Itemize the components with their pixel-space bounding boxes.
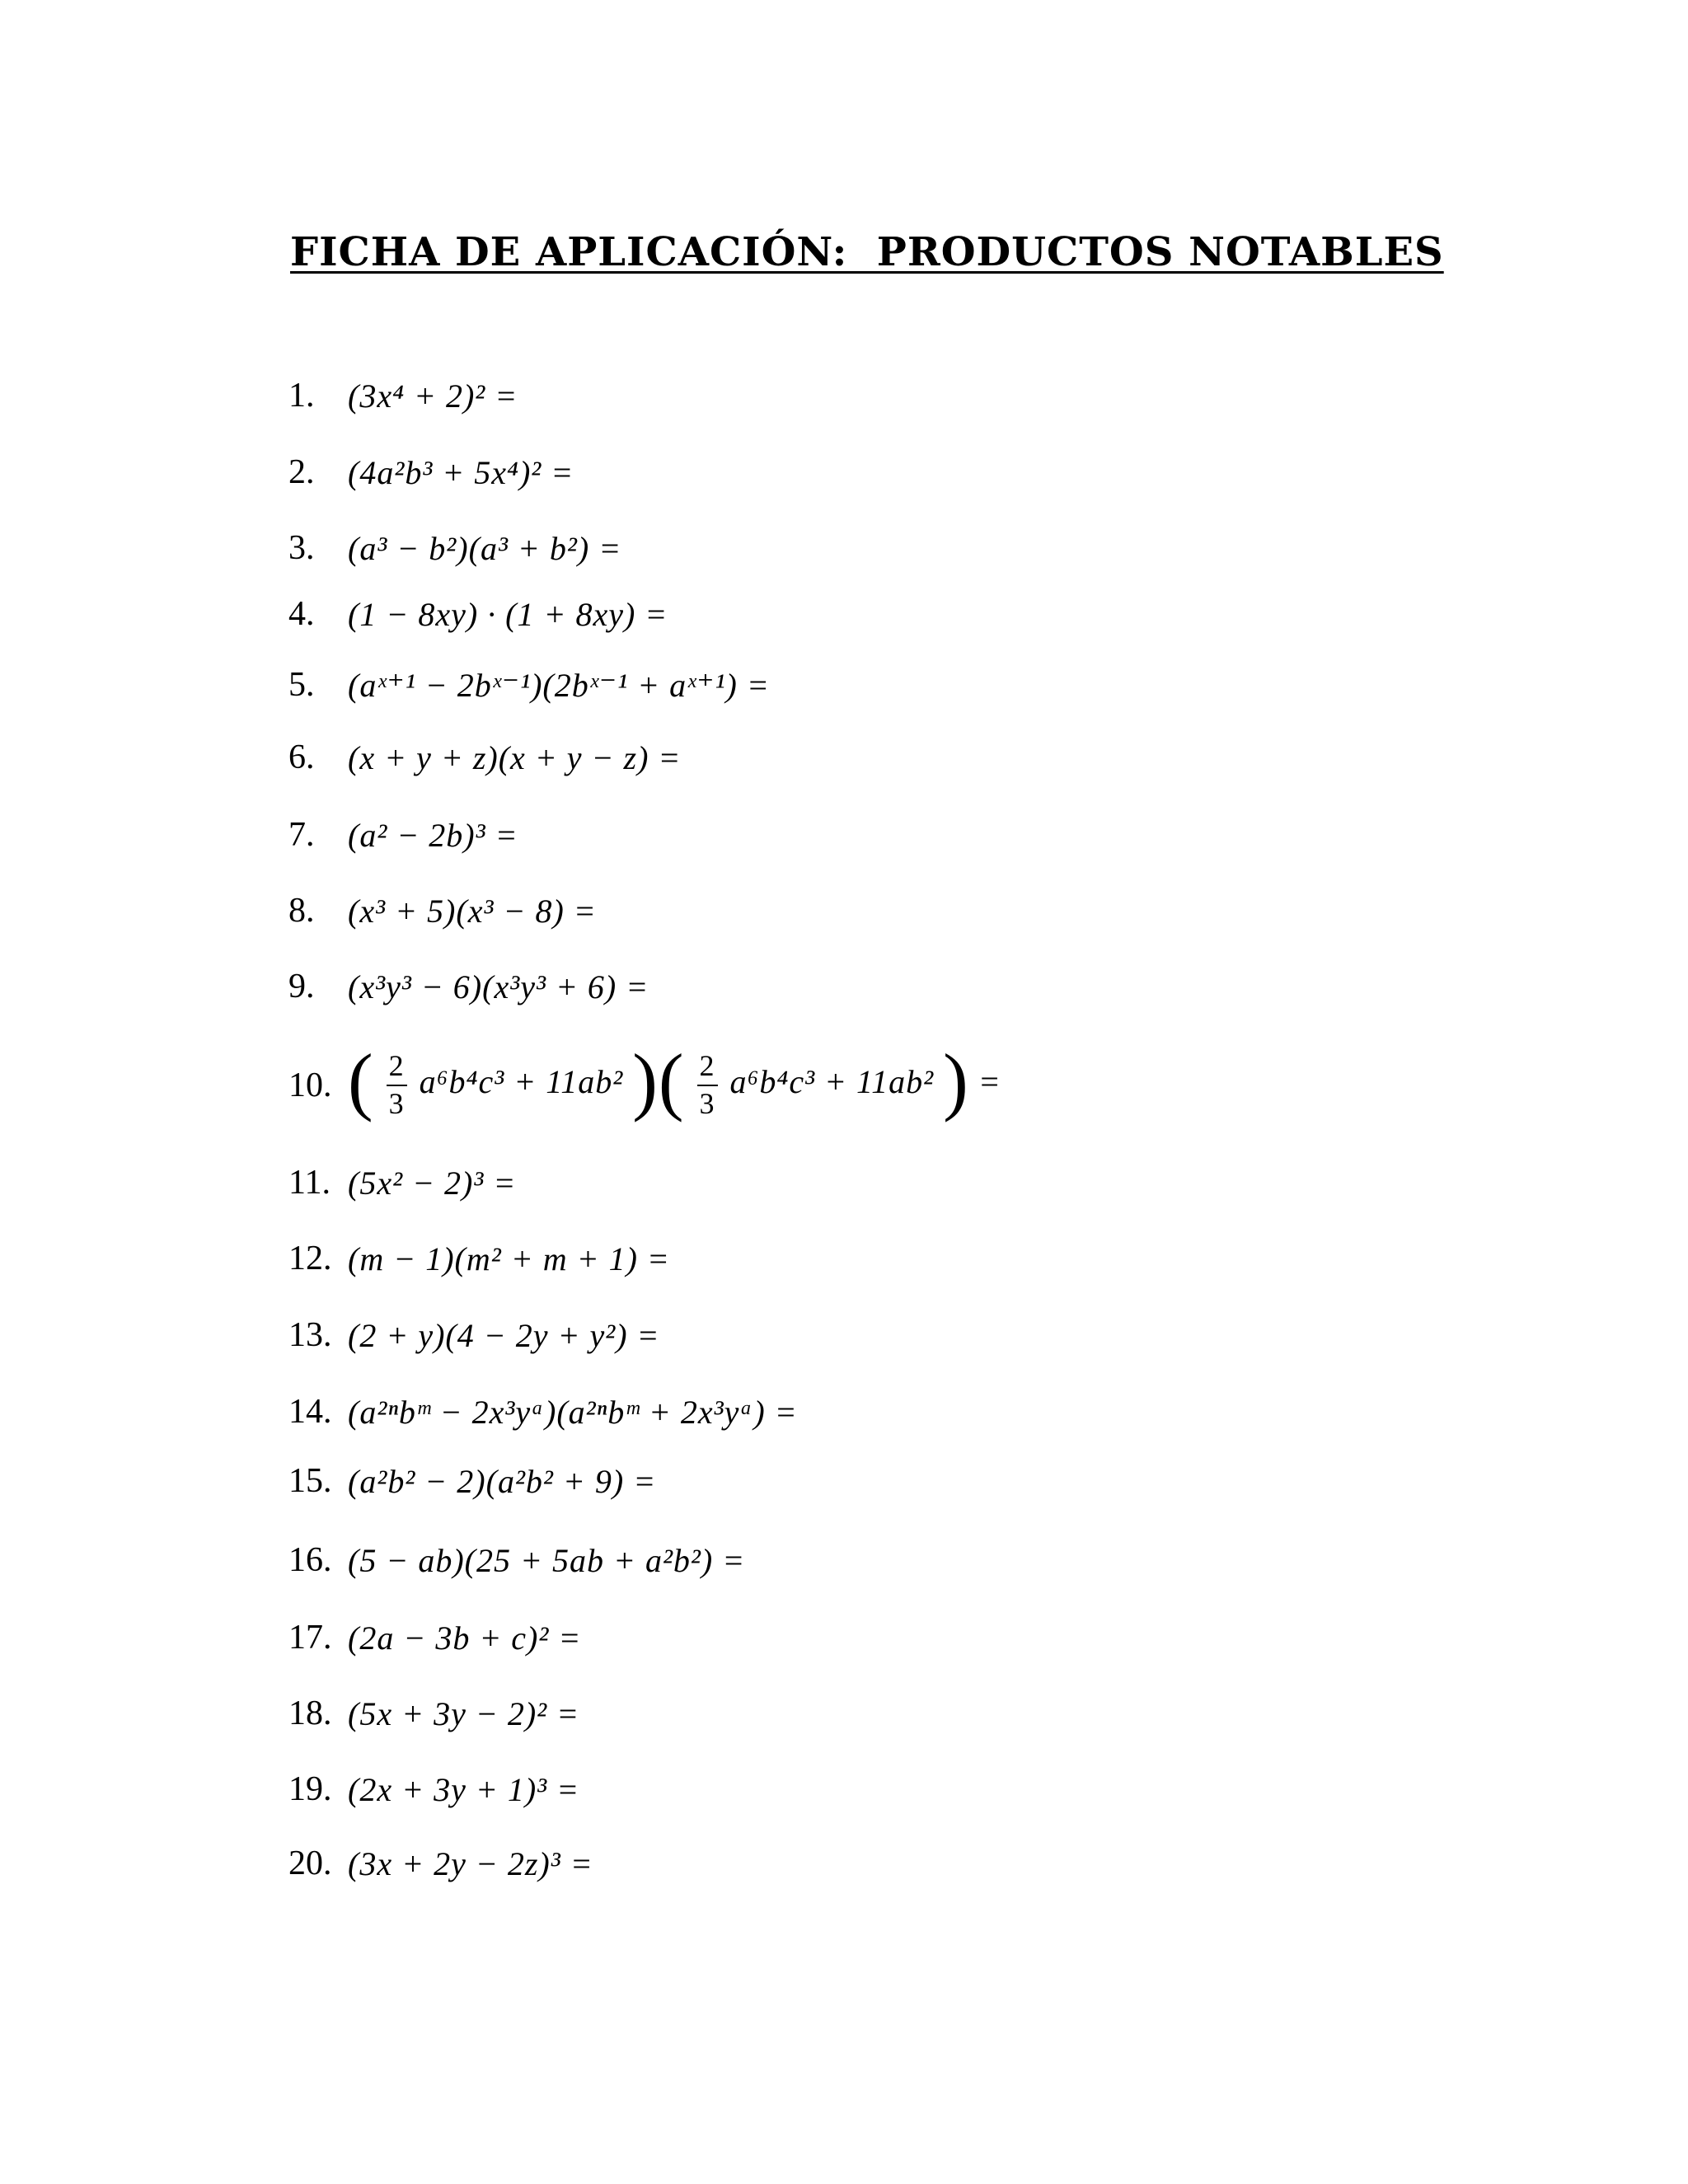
open-paren: (	[348, 1038, 374, 1123]
exercise-expression: (aˣ⁺¹ − 2bˣ⁻¹)(2bˣ⁻¹ + aˣ⁺¹) =	[348, 666, 770, 704]
fraction-numerator: 2	[699, 1049, 715, 1083]
exercise-expression: (m − 1)(m² + m + 1) =	[348, 1240, 670, 1277]
exercise-16	[288, 1523, 745, 1597]
exercise-expression: (5x² − 2)³ =	[348, 1164, 517, 1202]
exercise-number: 20.	[288, 1844, 332, 1882]
exercise-2	[288, 435, 574, 509]
middle-parens: )(	[632, 1038, 685, 1123]
fraction	[387, 1050, 407, 1120]
exercise-expression: (3x⁴ + 2)² =	[348, 377, 518, 415]
exercise-number: 18.	[288, 1694, 332, 1732]
exercise-12	[288, 1221, 670, 1296]
exercise-number: 14.	[288, 1393, 332, 1431]
exercise-expression	[348, 1038, 1001, 1123]
exercise-11	[288, 1146, 516, 1220]
exercise-number: 9.	[288, 968, 315, 1005]
exercise-expression: (x³ + 5)(x³ − 8) =	[348, 892, 597, 930]
equals-sign: =	[978, 1063, 1001, 1101]
exercise-number: 6.	[288, 738, 315, 776]
exercise-expression: (3x + 2y − 2z)³ =	[348, 1844, 593, 1882]
exercise-number: 7.	[288, 816, 315, 854]
worksheet-title: FICHA DE APLICACIÓN: PRODUCTOS NOTABLES	[290, 229, 1444, 275]
exercise-number: 1.	[288, 377, 315, 415]
exercise-number: 15.	[288, 1462, 332, 1500]
exercise-7	[288, 798, 518, 872]
exercise-9	[288, 949, 649, 1024]
exercise-1	[288, 359, 518, 433]
exercise-number: 3.	[288, 529, 315, 567]
exercise-expression: (2 + y)(4 − 2y + y²) =	[348, 1316, 660, 1354]
exercise-number: 12.	[288, 1240, 332, 1277]
exercise-3	[288, 511, 621, 585]
exercise-expression: (x + y + z)(x + y − z) =	[348, 738, 682, 776]
exercise-expression: (5 − ab)(25 + 5ab + a²b²) =	[348, 1541, 746, 1579]
fraction-denominator: 3	[697, 1085, 718, 1121]
exercise-expression: (x³y³ − 6)(x³y³ + 6) =	[348, 968, 649, 1005]
exercise-expression: (a³ − b²)(a³ + b²) =	[348, 529, 622, 567]
exercise-expression: (a²ⁿbᵐ − 2x³yᵃ)(a²ⁿbᵐ + 2x³yᵃ) =	[348, 1393, 798, 1431]
exercise-expression: (2a − 3b + c)² =	[348, 1619, 582, 1657]
term: a⁶b⁴c³ + 11ab²	[419, 1063, 624, 1101]
exercise-expression: (a²b² − 2)(a²b² + 9) =	[348, 1462, 657, 1500]
term: a⁶b⁴c³ + 11ab²	[729, 1063, 935, 1101]
exercise-4	[288, 577, 668, 651]
exercise-number: 17.	[288, 1619, 332, 1657]
exercise-14	[288, 1375, 798, 1449]
exercise-number: 13.	[288, 1316, 332, 1354]
exercise-expression: (a² − 2b)³ =	[348, 816, 518, 854]
exercise-expression: (4a²b³ + 5x⁴)² =	[348, 453, 574, 491]
exercise-number: 19.	[288, 1770, 332, 1808]
exercise-18	[288, 1676, 579, 1750]
exercise-expression: (2x + 3y + 1)³ =	[348, 1770, 580, 1808]
fraction	[697, 1050, 718, 1120]
exercise-10	[288, 1040, 1001, 1131]
fraction-numerator: 2	[388, 1049, 405, 1083]
exercise-number: 11.	[288, 1164, 331, 1202]
close-paren: )	[943, 1038, 969, 1123]
exercise-expression: (1 − 8xy) · (1 + 8xy) =	[348, 595, 668, 633]
exercise-6	[288, 720, 681, 794]
exercise-17	[288, 1601, 581, 1675]
exercise-20	[288, 1826, 593, 1900]
exercise-number: 16.	[288, 1541, 332, 1579]
exercise-number: 10.	[288, 1066, 332, 1104]
fraction-denominator: 3	[387, 1085, 407, 1121]
exercise-13	[288, 1298, 660, 1372]
exercise-8	[288, 874, 597, 948]
exercise-number: 4.	[288, 595, 315, 633]
exercise-number: 8.	[288, 892, 315, 930]
exercise-15	[288, 1444, 656, 1518]
exercise-expression: (5x + 3y − 2)² =	[348, 1694, 580, 1732]
exercise-5	[288, 648, 770, 722]
exercise-19	[288, 1752, 579, 1826]
exercise-number: 2.	[288, 453, 315, 491]
exercise-number: 5.	[288, 666, 315, 704]
